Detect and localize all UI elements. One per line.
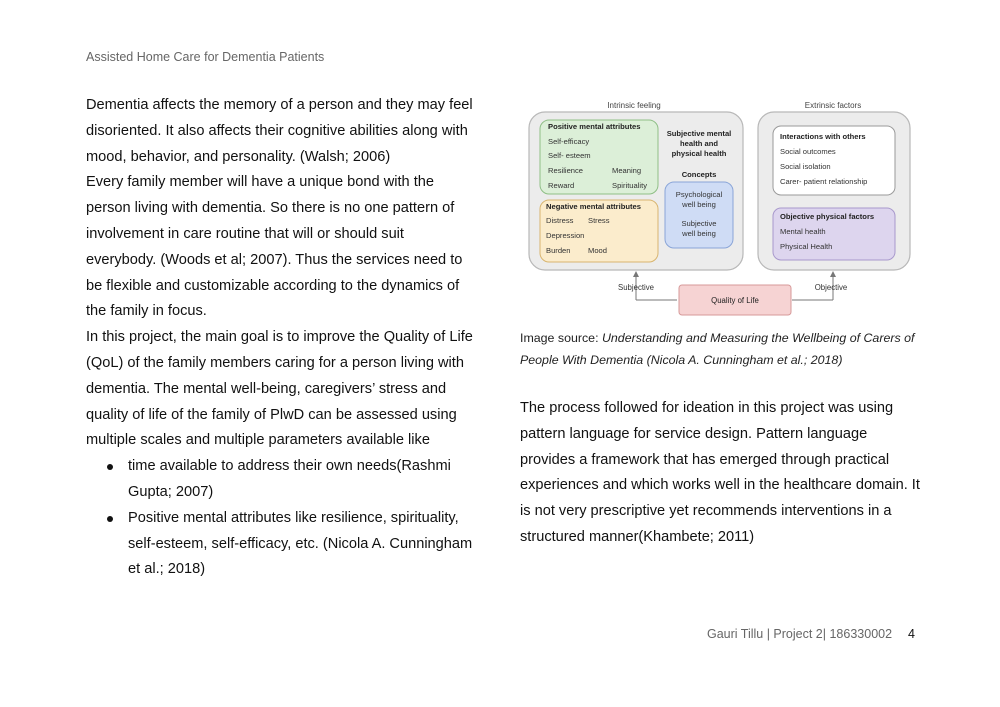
list-item: [86, 454, 478, 506]
interactions-item: Social isolation: [780, 162, 831, 171]
paragraph-family-bond: Every family member will have a unique bond with the person living with dementia. So there is no one pattern of involvement in care routine that will or should suit everybody. (Woods et al; 2007). Thus the services need to be flexible and customizable according to the dynamics of the family in focus.: [86, 174, 463, 320]
negative-item: Stress: [588, 216, 610, 225]
bullet-icon: [107, 464, 113, 470]
interactions-item: Carer- patient relationship: [780, 177, 868, 186]
bullet-icon: [107, 516, 113, 522]
positive-item: Meaning: [612, 166, 642, 175]
list-item-text: time available to address their own needs(Rashmi Gupta; 2007): [128, 458, 451, 500]
parameter-list: [86, 454, 478, 583]
objective-physical-item: Mental health: [780, 227, 826, 236]
footer-author: Gauri Tillu | Project 2| 186330002: [706, 627, 893, 641]
wellbeing-diagram: [527, 98, 915, 320]
negative-item: Distress: [546, 216, 574, 225]
positive-attributes-title: Positive mental attributes: [548, 122, 641, 131]
positive-item: Self-efficacy: [548, 137, 590, 146]
objective-physical-item: Physical Health: [780, 242, 833, 251]
negative-item: Depression: [546, 231, 585, 240]
concept-subjective: Subjective: [681, 219, 717, 228]
right-column: [520, 396, 920, 551]
extrinsic-label: Extrinsic factors: [804, 101, 862, 110]
negative-item: Mood: [588, 246, 607, 255]
positive-item: Resilience: [548, 166, 584, 175]
concepts-title: Concepts: [681, 170, 717, 179]
paragraph-project-goal: In this project, the main goal is to improve the Quality of Life (QoL) of the family members caring for a person living with dementia. The mental well-being, caregivers’ stress and quality of life of the family of PlwD can be assessed using multiple scales and multiple parameters available like: [86, 329, 473, 449]
qol-label: Quality of Life: [711, 296, 759, 305]
interactions-title: Interactions with others: [780, 132, 866, 141]
running-header: Assisted Home Care for Dementia Patients: [86, 50, 325, 64]
list-item-text: Positive mental attributes like resilience, spirituality, self-esteem, self-efficacy, etc. (Nicola A. Cunningham et al.; 2018): [128, 509, 473, 578]
figure-caption: [520, 327, 920, 371]
caption-prefix: Image source:: [520, 331, 602, 345]
subjective-health-line: health and: [680, 139, 718, 148]
objective-physical-title: Objective physical factors: [780, 212, 875, 221]
concept-psychological: Psychological: [675, 190, 723, 199]
negative-item: Burden: [546, 246, 571, 255]
objective-label: Objective: [814, 283, 848, 292]
subjective-label: Subjective: [618, 283, 654, 292]
page-footer: [640, 627, 915, 641]
concept-subjective: well being: [682, 229, 716, 238]
caption-source-title: Understanding and Measuring the Wellbeing of Carers of People With Dementia (Nicola A. Cunningham et al.; 2018): [520, 331, 915, 367]
arrowhead-icon: [633, 271, 639, 277]
subjective-health-line: physical health: [671, 149, 727, 158]
concept-psychological: well being: [682, 200, 716, 209]
list-item: [86, 506, 478, 583]
positive-item: Reward: [548, 181, 575, 190]
page-number: 4: [908, 627, 915, 641]
paragraph-dementia: Dementia affects the memory of a person and they may feel disoriented. It also affects their cognitive abilities along with mood, behavior, and personality. (Walsh; 2006): [86, 97, 473, 165]
paragraph-pattern-language: The process followed for ideation in this project was using pattern language for service design. Pattern language provides a framework that has emerged through practical experiences and which works well in the healthcare domain. It is not very prescriptive yet recommends interventions in a structured manner(Khambete; 2011): [520, 400, 920, 545]
intrinsic-label: Intrinsic feeling: [607, 101, 661, 110]
interactions-item: Social outcomes: [780, 147, 836, 156]
positive-item: Self- esteem: [548, 151, 591, 160]
negative-attributes-title: Negative mental attributes: [546, 202, 641, 211]
positive-item: Spirituality: [612, 181, 648, 190]
subjective-health-line: Subjective mental: [666, 129, 732, 138]
arrowhead-icon: [830, 271, 836, 277]
left-column: [86, 93, 478, 583]
